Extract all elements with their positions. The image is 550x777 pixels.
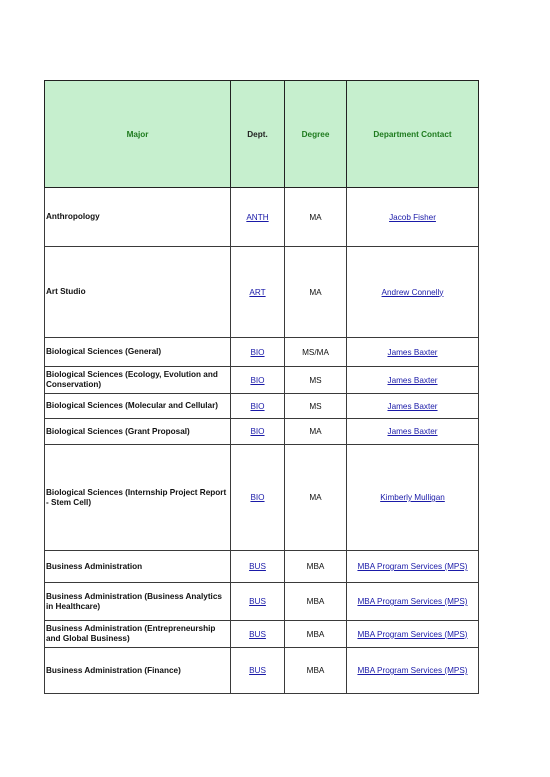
dept-cell: [231, 394, 285, 419]
dept-cell: [231, 419, 285, 445]
header-major: Major: [45, 81, 231, 188]
major-cell: Business Administration (Entrepreneurship and Global Business): [45, 621, 231, 648]
major-cell: Business Administration (Finance): [45, 648, 231, 694]
dept-cell: [231, 445, 285, 551]
department-contact-link[interactable]: James Baxter: [387, 401, 438, 411]
major-cell: Biological Sciences (Grant Proposal): [45, 419, 231, 445]
table-row: [45, 445, 479, 551]
department-contact-link[interactable]: Andrew Connelly: [381, 287, 444, 297]
major-cell: Anthropology: [45, 188, 231, 247]
department-contact-link[interactable]: Kimberly Mulligan: [380, 493, 445, 502]
dept-link[interactable]: BUS: [249, 666, 266, 675]
major-cell: Art Studio: [45, 247, 231, 338]
department-contact-link[interactable]: MBA Program Services (MPS): [357, 666, 468, 675]
dept-link[interactable]: BIO: [250, 347, 265, 357]
dept-link[interactable]: BIO: [250, 401, 265, 411]
major-cell: Biological Sciences (Molecular and Cellular): [45, 394, 231, 419]
contact-cell: [347, 648, 479, 694]
contact-cell: [347, 247, 479, 338]
major-cell: Biological Sciences (Internship Project Report - Stem Cell): [45, 445, 231, 551]
header-dept: Dept.: [231, 81, 285, 188]
degree-cell: MS: [285, 367, 347, 394]
dept-cell: [231, 188, 285, 247]
table-row: [45, 551, 479, 583]
dept-link[interactable]: BIO: [250, 375, 265, 385]
contact-cell: [347, 419, 479, 445]
department-contact-link[interactable]: Jacob Fisher: [389, 212, 436, 222]
dept-link[interactable]: ART: [249, 287, 266, 297]
department-contact-link[interactable]: MBA Program Services (MPS): [357, 629, 468, 639]
contact-cell: [347, 394, 479, 419]
table-row: [45, 367, 479, 394]
degree-cell: MS: [285, 394, 347, 419]
department-contact-link[interactable]: James Baxter: [387, 347, 438, 357]
major-cell: Business Administration: [45, 551, 231, 583]
table-row: [45, 338, 479, 367]
major-cell: Biological Sciences (General): [45, 338, 231, 367]
dept-link[interactable]: BIO: [250, 493, 265, 502]
dept-cell: [231, 367, 285, 394]
degree-cell: MA: [285, 445, 347, 551]
dept-link[interactable]: BIO: [250, 427, 265, 436]
table-row: [45, 394, 479, 419]
degree-cell: MBA: [285, 551, 347, 583]
dept-link[interactable]: ANTH: [246, 212, 269, 222]
department-contact-link[interactable]: James Baxter: [387, 375, 438, 385]
degree-cell: MA: [285, 419, 347, 445]
table-row: [45, 247, 479, 338]
table-row: [45, 188, 479, 247]
department-contact-link[interactable]: MBA Program Services (MPS): [357, 597, 468, 606]
contact-cell: [347, 551, 479, 583]
dept-cell: [231, 621, 285, 648]
contact-cell: [347, 338, 479, 367]
dept-link[interactable]: BUS: [249, 629, 266, 639]
dept-cell: [231, 583, 285, 621]
table-row: [45, 621, 479, 648]
header-degree: Degree: [285, 81, 347, 188]
degree-cell: MA: [285, 247, 347, 338]
degree-cell: MA: [285, 188, 347, 247]
contact-cell: [347, 621, 479, 648]
table-body: [45, 188, 479, 694]
contact-cell: [347, 367, 479, 394]
table-row: [45, 583, 479, 621]
dept-cell: [231, 648, 285, 694]
dept-cell: [231, 247, 285, 338]
header-row: [45, 81, 479, 188]
contact-cell: [347, 445, 479, 551]
table-row: [45, 419, 479, 445]
contact-cell: [347, 583, 479, 621]
degree-cell: MBA: [285, 583, 347, 621]
degree-cell: MS/MA: [285, 338, 347, 367]
table-row: [45, 648, 479, 694]
major-cell: Biological Sciences (Ecology, Evolution and Conservation): [45, 367, 231, 394]
programs-table: [44, 80, 479, 694]
dept-link[interactable]: BUS: [249, 562, 266, 571]
department-contact-link[interactable]: MBA Program Services (MPS): [357, 562, 468, 571]
major-cell: Business Administration (Business Analytics in Healthcare): [45, 583, 231, 621]
dept-link[interactable]: BUS: [249, 597, 266, 606]
department-contact-link[interactable]: James Baxter: [387, 427, 438, 436]
degree-cell: MBA: [285, 648, 347, 694]
header-department-contact: Department Contact: [347, 81, 479, 188]
dept-cell: [231, 551, 285, 583]
dept-cell: [231, 338, 285, 367]
degree-cell: MBA: [285, 621, 347, 648]
contact-cell: [347, 188, 479, 247]
